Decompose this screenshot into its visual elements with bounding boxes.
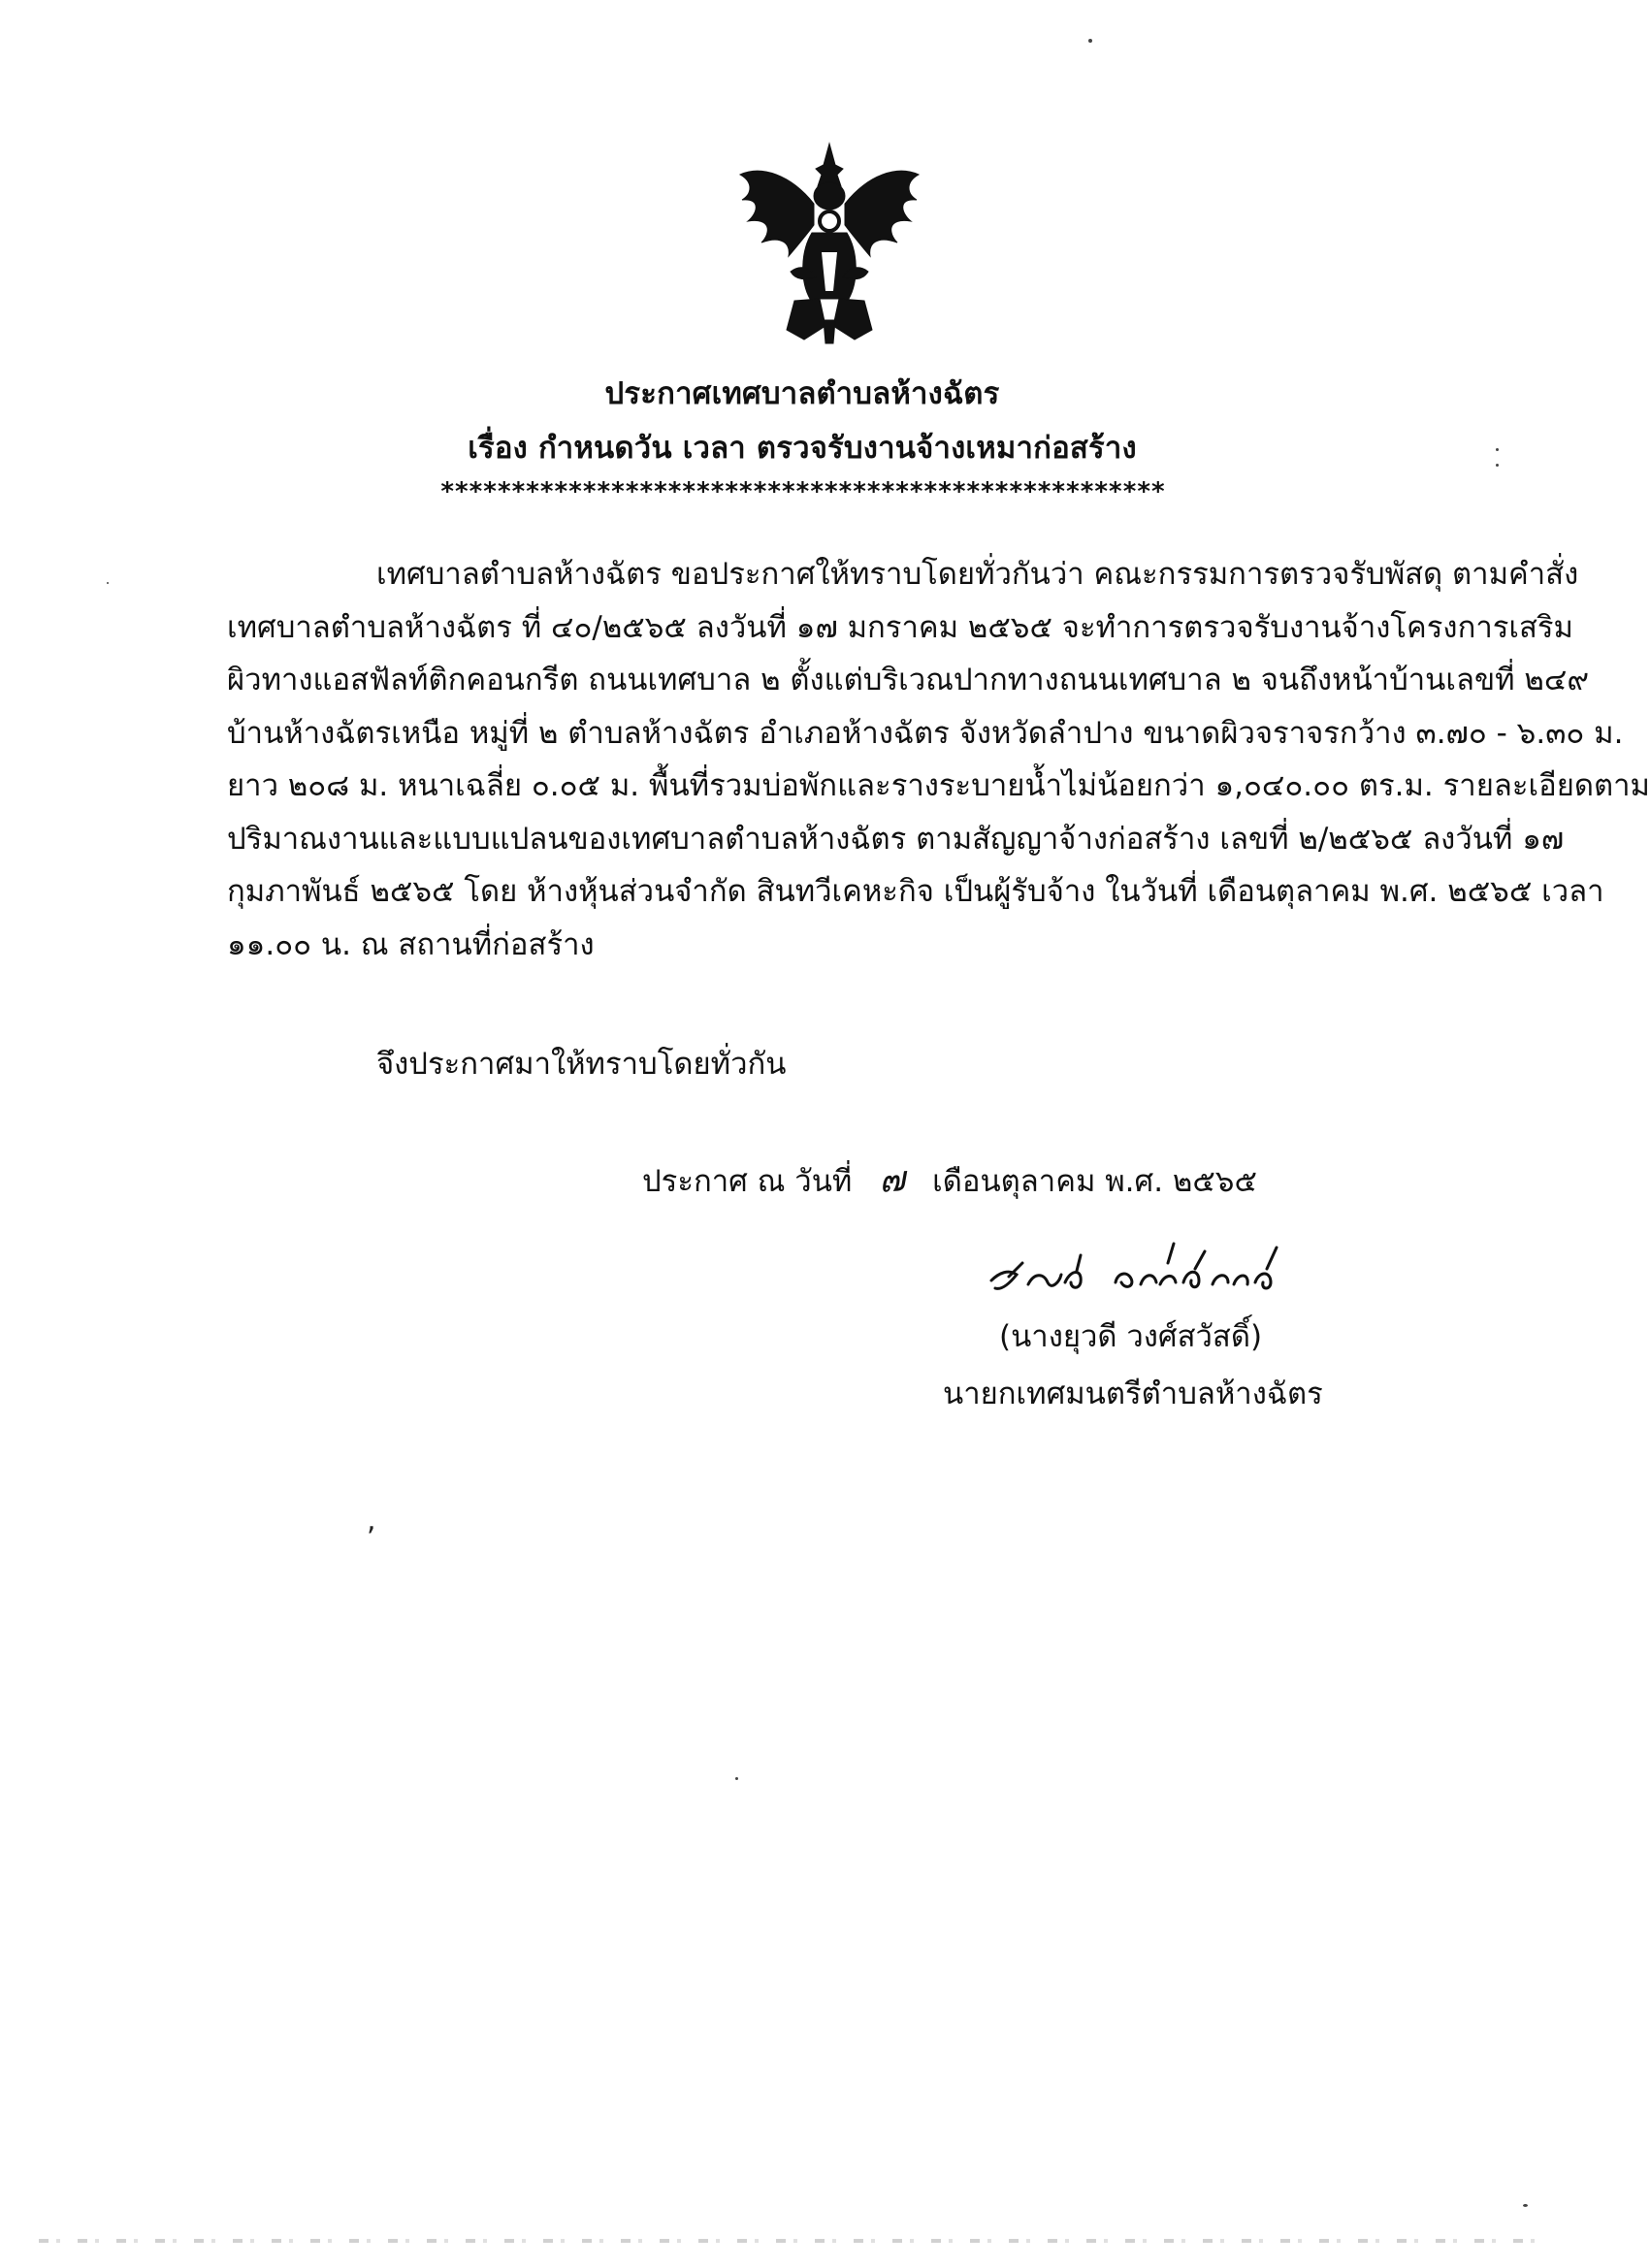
garuda-emblem-icon — [732, 136, 926, 349]
announcement-body — [227, 548, 1650, 971]
body-line: ยาว ๒๐๘ ม. หนาเฉลี่ย ๐.๐๕ ม. พื้นที่รวมบ่อพักและรางระบายน้ำไม่น้อยกว่า ๑,๐๔๐.๐๐ ตร.ม. รายละเอียดตาม — [227, 768, 1650, 803]
scan-speck — [1496, 464, 1499, 467]
body-line: กุมภาพันธ์ ๒๕๖๕ โดย ห้างหุ้นส่วนจำกัด สินทวีเคหะกิจ เป็นผู้รับจ้าง ในวันที่ เดือนตุลาคม พ.ศ. ๒๕๖๕ เวลา — [227, 874, 1604, 909]
scan-speck — [735, 1777, 738, 1780]
scan-mark: , — [367, 1504, 376, 1538]
date-suffix: เดือนตุลาคม พ.ศ. ๒๕๖๕ — [932, 1164, 1257, 1199]
document-subject: เรื่อง กำหนดวัน เวลา ตรวจรับงานจ้างเหมาก่อสร้าง — [468, 431, 1137, 466]
date-day-handwritten: ๗ — [877, 1159, 907, 1201]
signer-position: นายกเทศมนตรีตำบลห้างฉัตร — [943, 1377, 1323, 1411]
date-prefix: ประกาศ ณ วันที่ — [642, 1164, 853, 1199]
scan-speck — [107, 582, 109, 584]
closing-statement: จึงประกาศมาให้ทราบโดยทั่วกัน — [376, 1047, 787, 1082]
signer-name: (นางยุวดี วงศ์สวัสดิ์) — [999, 1319, 1263, 1354]
announcement-date — [642, 1151, 1257, 1207]
asterisk-divider: *************************************************** — [439, 477, 1165, 506]
body-line: เทศบาลตำบลห้างฉัตร ขอประกาศให้ทราบโดยทั่วกันว่า คณะกรรมการตรวจรับพัสดุ ตามคำสั่ง — [376, 557, 1579, 592]
handwritten-signature — [980, 1234, 1329, 1312]
body-line: ผิวทางแอสฟัลท์ติกคอนกรีต ถนนเทศบาล ๒ ตั้งแต่บริเวณปากทางถนนเทศบาล ๒ จนถึงหน้าบ้านเลขที่ ๒๔๙ — [227, 663, 1590, 697]
scan-edge-noise — [39, 2239, 1552, 2243]
scan-speck — [1496, 448, 1499, 451]
body-line: เทศบาลตำบลห้างฉัตร ที่ ๔๐/๒๕๖๕ ลงวันที่ ๑๗ มกราคม ๒๕๖๕ จะทำการตรวจรับงานจ้างโครงการเสริม — [227, 609, 1573, 645]
scan-speck — [1523, 2204, 1528, 2207]
scan-speck — [1088, 39, 1092, 43]
document-title: ประกาศเทศบาลตำบลห้างฉัตร — [604, 376, 1000, 411]
body-line: ปริมาณงานและแบบแปลนของเทศบาลตำบลห้างฉัตร ตามสัญญาจ้างก่อสร้าง เลขที่ ๒/๒๕๖๕ ลงวันที่ ๑๗ — [227, 821, 1565, 857]
body-line: ๑๑.๐๐ น. ณ สถานที่ก่อสร้าง — [227, 926, 595, 962]
body-line: บ้านห้างฉัตรเหนือ หมู่ที่ ๒ ตำบลห้างฉัตร อำเภอห้างฉัตร จังหวัดลำปาง ขนาดผิวจราจรกว้าง ๓.๗๐ - ๖.๓๐ ม. — [227, 715, 1624, 751]
